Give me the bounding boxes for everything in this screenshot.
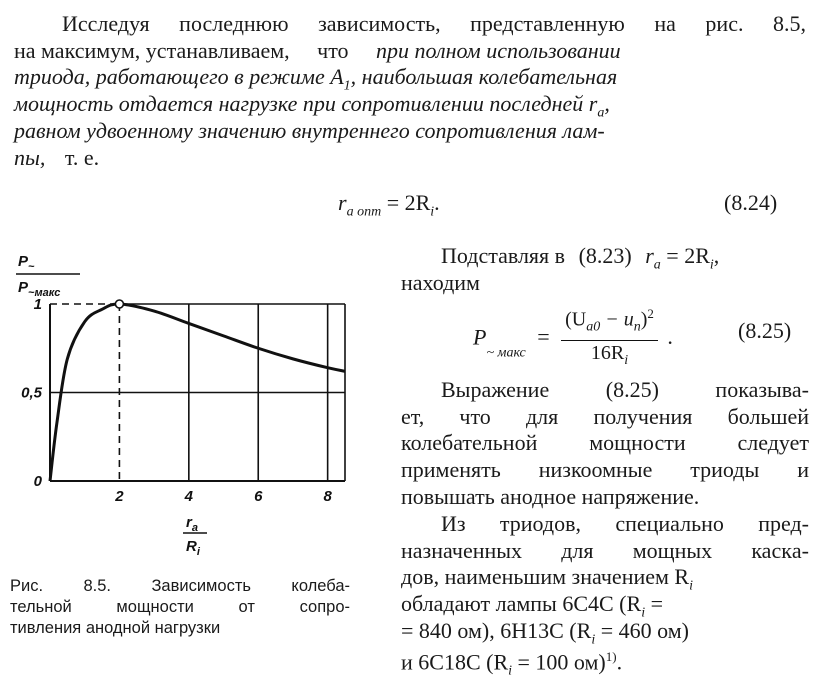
text-segment-italic: мощность отдается нагрузке при сопротивлении последней r: [14, 91, 597, 116]
eq-lhs-sub: a опт: [347, 204, 382, 219]
eq-lhs: P: [473, 324, 486, 349]
text-segment: обладают лампы 6С4С (R: [401, 591, 641, 616]
right-para-line: колебательной мощности следует: [401, 430, 809, 456]
text-segment-italic: при полном использовании: [376, 38, 621, 63]
equation-8-25: [473, 302, 673, 373]
superscript: 1): [606, 649, 617, 664]
x-label-denominator: $R_i$: [186, 538, 201, 558]
eq-fraction: [561, 302, 658, 373]
x-label-numerator: $r_a$: [186, 514, 198, 534]
text-segment: т. е.: [65, 145, 99, 170]
eq-tail: .: [667, 324, 673, 349]
text-segment: = 100 ом): [512, 649, 606, 674]
y-label-denominator: $P_{\sim макс}$: [18, 279, 60, 299]
caption-line: Рис. 8.5. Зависимость колеба-: [10, 576, 350, 597]
text-segment: 16R: [591, 342, 624, 364]
text-segment: что: [317, 38, 348, 63]
right-para-line: применять низкоомные триоды и: [401, 457, 809, 483]
y-tick-label: 0: [34, 473, 43, 490]
eq-denominator: [561, 341, 658, 373]
figure-caption: [10, 576, 350, 639]
chart-svg: [0, 240, 370, 570]
text-segment: Подставляя в: [441, 243, 565, 268]
caption-line: тельной мощности от сопро-: [10, 597, 350, 618]
tick-labels: [21, 296, 332, 505]
eq-rhs-sub: i: [430, 204, 434, 219]
text-segment: ,: [714, 243, 720, 268]
y-tick-label: 0,5: [21, 385, 43, 402]
equation-8-24: [338, 190, 440, 220]
x-tick-label: 2: [114, 488, 124, 505]
eq-tail: .: [434, 190, 440, 215]
right-para-line: ет, что для получения большей: [401, 404, 809, 430]
eq-lhs: r: [338, 190, 347, 215]
text-segment: и 6С18С (R: [401, 649, 508, 674]
superscript: 2: [647, 306, 654, 321]
text-segment: .: [617, 649, 623, 674]
subscript: i: [641, 605, 645, 620]
text-segment: = 2R: [666, 243, 710, 268]
text-segment: на максимум, устанавливаем,: [14, 38, 290, 63]
eq-numerator: [561, 302, 658, 341]
series: [50, 300, 345, 481]
right-line-1: [441, 243, 809, 278]
subscript: п: [634, 320, 641, 335]
right-para2-line: Из триодов, специально пред-: [441, 511, 809, 537]
right-line-2: находим: [401, 270, 480, 296]
text-segment-italic: триода, работающего в режиме A: [14, 64, 344, 89]
text-segment: = 460 ом): [595, 618, 689, 643]
text-segment-italic: ,: [604, 91, 610, 116]
x-tick-label: 6: [254, 488, 263, 505]
subscript: i: [508, 664, 512, 679]
subscript: a: [654, 257, 661, 272]
figure-8-5: [0, 240, 370, 570]
text-segment-italic: , наибольшая колебательная: [351, 64, 618, 89]
text-segment: − u: [600, 309, 634, 331]
subscript: 1: [344, 78, 351, 93]
text-segment: ): [641, 309, 648, 331]
text-segment: (8.23): [579, 243, 632, 268]
right-para2-line: назначенных для мощных каскa-: [401, 538, 809, 564]
equation-number-8-25: (8.25): [738, 318, 791, 344]
text-line-2: [14, 38, 809, 64]
subscript: i: [591, 632, 595, 647]
x-tick-label: 4: [184, 488, 194, 505]
caption-line: тивления анодной нагрузки: [10, 618, 350, 639]
max-point-marker: [115, 300, 123, 308]
text-segment: = 840 ом), 6Н13С (R: [401, 618, 591, 643]
text-segment-italic: пы,: [14, 145, 45, 170]
right-para2-line: [401, 644, 622, 685]
y-label-numerator: $P_\sim$: [18, 253, 35, 273]
text-segment: дов, наименьшим значением R: [401, 564, 689, 589]
eq-equals: =: [537, 324, 549, 349]
equation-number-8-24: (8.24): [724, 190, 777, 216]
subscript: i: [624, 353, 628, 368]
subscript: a0: [586, 320, 600, 335]
text-segment: =: [645, 591, 663, 616]
text-segment: (U: [565, 309, 586, 331]
subscript: a: [597, 105, 604, 120]
text-line-6: [14, 145, 99, 171]
subscript: i: [710, 257, 714, 272]
subscript: i: [689, 578, 693, 593]
grid: [50, 304, 345, 481]
text-segment-italic: r: [645, 243, 654, 268]
text-line-5: равном удвоенному значению внутреннего сопротивления лам-: [14, 118, 605, 144]
x-tick-label: 8: [323, 488, 332, 505]
eq-rhs: = 2R: [387, 190, 431, 215]
y-tick-label: 1: [34, 296, 42, 313]
eq-lhs-sub: ~ макс: [486, 345, 525, 360]
right-para-line: Выражение (8.25) показыва-: [441, 377, 809, 403]
text-line-1: Исследуя последнюю зависимость, представленную на рис. 8.5,: [62, 11, 806, 37]
right-para-line: повышать анодное напряжение.: [401, 484, 699, 510]
